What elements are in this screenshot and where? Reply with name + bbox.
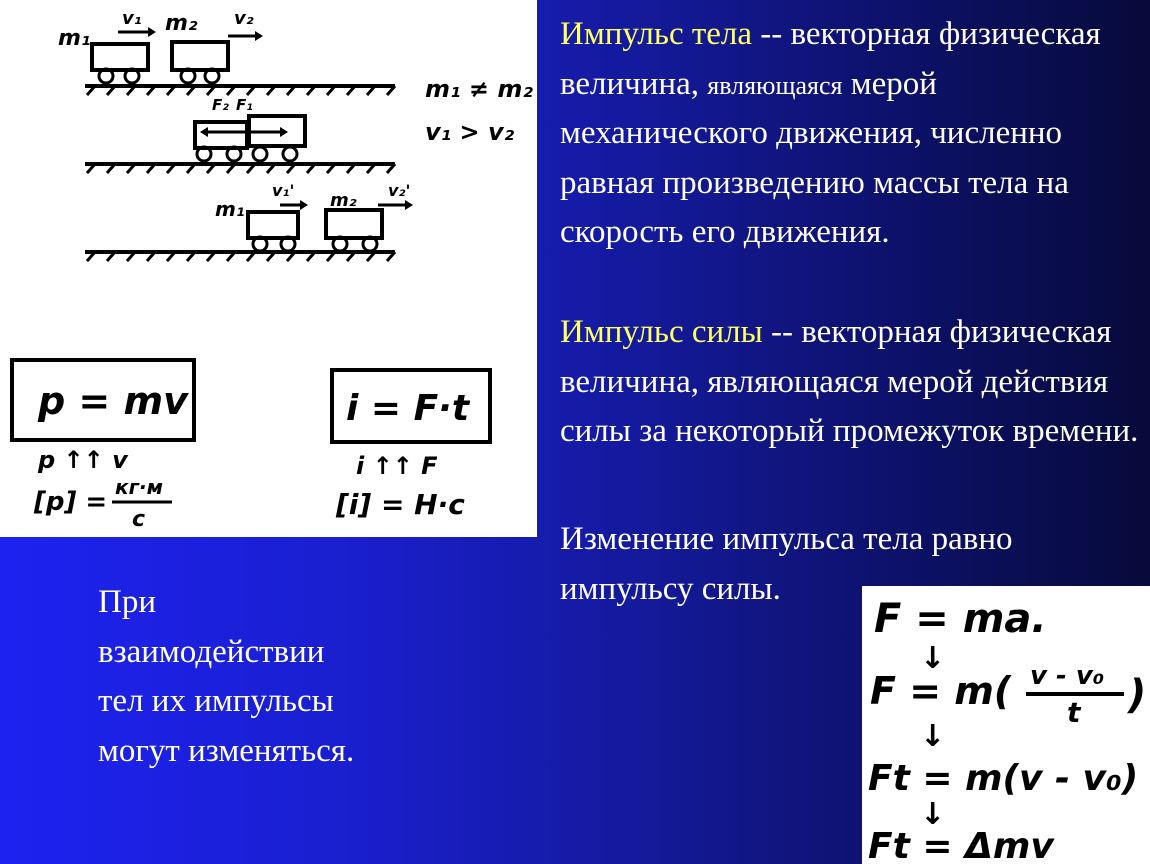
derivation-line-2-num: v - v₀: [1030, 661, 1105, 691]
definition-momentum: [560, 10, 1145, 258]
condition-mass: m₁ ≠ m₂: [425, 75, 533, 103]
derivation-line-3: Ft = m(v - v₀): [868, 758, 1139, 799]
label-m1: m₁: [58, 26, 91, 51]
label-f1: F₁: [236, 96, 253, 114]
arrow-f2-head: [200, 127, 208, 137]
derivation-arrow-2: ↓: [920, 719, 946, 754]
cart-6: [326, 210, 382, 238]
momentum-formula: p = mv: [38, 379, 188, 423]
cart-5: [248, 212, 298, 238]
label-v1: v₁: [122, 8, 142, 29]
arrow-v2-prime-head: [405, 200, 413, 210]
derivation-arrow-1: ↓: [920, 641, 946, 676]
cart-4-wheel: [253, 147, 267, 161]
momentum-change-text: Изменение импульса тела равно импульсу силы.: [560, 521, 1013, 607]
definition-momentum-text-small: являющаяся: [707, 70, 843, 100]
arrow-v2-head: [255, 31, 263, 41]
momentum-unit-den: с: [132, 507, 146, 532]
term-momentum: Импульс тела: [560, 16, 753, 52]
cart-4-wheel: [283, 147, 297, 161]
definition-momentum-text-2: мерой механического движения, численно равная произведению массы тела на скорость его движения.: [560, 65, 1069, 250]
derivation-line-1: F = ma.: [874, 596, 1047, 642]
cart-2: [172, 42, 228, 70]
label-m2-b: m₂: [330, 190, 357, 211]
momentum-unit-lhs: [p] =: [34, 487, 108, 517]
impulse-direction: i ↑↑ F: [356, 452, 438, 480]
definition-impulse: [560, 308, 1145, 457]
derivation-line-4: Ft = Δmv: [868, 826, 1054, 864]
momentum-unit-num: кг·м: [115, 475, 163, 499]
arrow-v1-prime-head: [300, 200, 308, 210]
derivation-line-2-den: t: [1067, 696, 1081, 729]
label-v2-prime: v₂': [388, 181, 411, 200]
label-m1-b: m₁: [215, 197, 245, 221]
sketch-panel: [0, 0, 537, 537]
label-v1-prime: v₁': [272, 181, 295, 200]
label-v2: v₂: [234, 8, 254, 29]
derivation-line-2-lhs: F = m(: [870, 669, 1012, 713]
derivation-panel: [862, 586, 1150, 864]
definition-impulse-text: -- векторная физическая величина, являющаяся мерой действия силы за некоторый промежуток времени.: [560, 314, 1139, 449]
cart-1: [92, 44, 148, 70]
definition-momentum-text-1: -- векторная физическая величина,: [560, 16, 1101, 102]
impulse-formula: i = F·t: [346, 388, 470, 429]
label-f2: F₂: [212, 96, 229, 114]
term-impulse: Импульс силы: [560, 314, 763, 350]
derivation-arrow-3: ↓: [920, 797, 946, 832]
arrow-v1-head: [148, 27, 156, 37]
label-m2: m₂: [165, 11, 198, 36]
sketch-drawing: [0, 0, 537, 537]
arrow-f1-head: [280, 127, 288, 137]
condition-speed: v₁ > v₂: [425, 118, 515, 146]
impulse-unit: [i] = Н·с: [336, 488, 465, 521]
derivation-line-2-rhs: ): [1128, 672, 1147, 718]
derivation-drawing: [862, 586, 1150, 864]
interaction-note: При взаимодействии тел их импульсы могут изменяться.: [98, 584, 355, 769]
cart-3: [195, 122, 247, 148]
momentum-direction: p ↑↑ v: [38, 446, 128, 474]
